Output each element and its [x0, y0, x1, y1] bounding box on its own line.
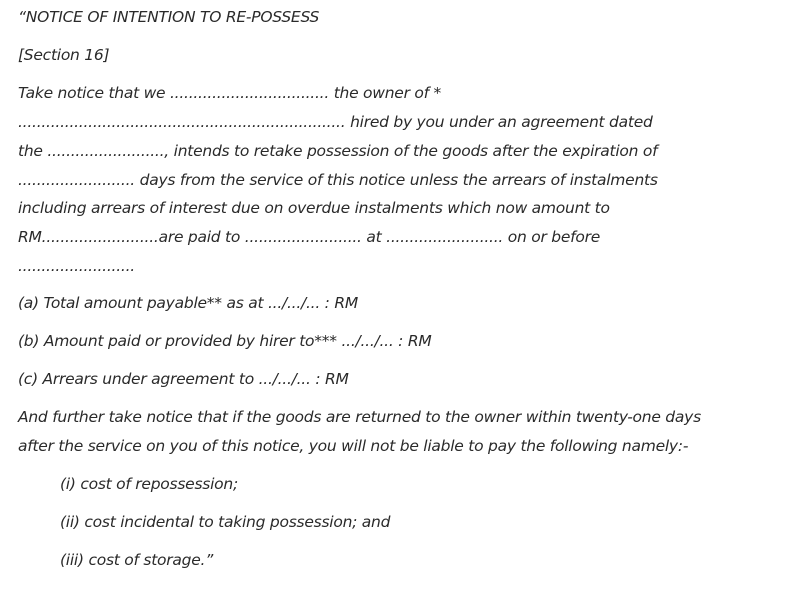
body-line: Take notice that we .................................. the owner of *: [18, 84, 441, 102]
item-amount-paid-by-hirer: (b) Amount paid or provided by hirer to*** .../.../... : RM: [18, 332, 432, 350]
further-notice-line: after the service on you of this notice, you will not be liable to pay the following namely:-: [18, 437, 689, 455]
cost-item-repossession: (i) cost of repossession;: [60, 475, 238, 493]
body-line: including arrears of interest due on overdue instalments which now amount to: [18, 199, 610, 217]
notice-title: “NOTICE OF INTENTION TO RE-POSSESS: [18, 8, 320, 26]
body-line: the ........................., intends to retake possession of the goods after the expiration of: [18, 142, 658, 160]
body-line: ......................... days from the service of this notice unless the arrears of instalments: [18, 171, 658, 189]
item-arrears-under-agreement: (c) Arrears under agreement to .../.../... : RM: [18, 370, 349, 388]
item-total-amount-payable: (a) Total amount payable** as at .../.../... : RM: [18, 294, 358, 312]
further-notice-line: And further take notice that if the goods are returned to the owner within twenty-one days: [18, 408, 701, 426]
body-line: .........................: [18, 257, 135, 275]
body-line: ...................................................................... hired by you under an agreement dated: [18, 113, 653, 131]
section-reference: [Section 16]: [18, 46, 110, 64]
cost-item-incidental: (ii) cost incidental to taking possession; and: [60, 513, 391, 531]
body-line: RM.........................are paid to ......................... at ......................... on or before: [18, 228, 600, 246]
cost-item-storage: (iii) cost of storage.”: [60, 551, 213, 569]
